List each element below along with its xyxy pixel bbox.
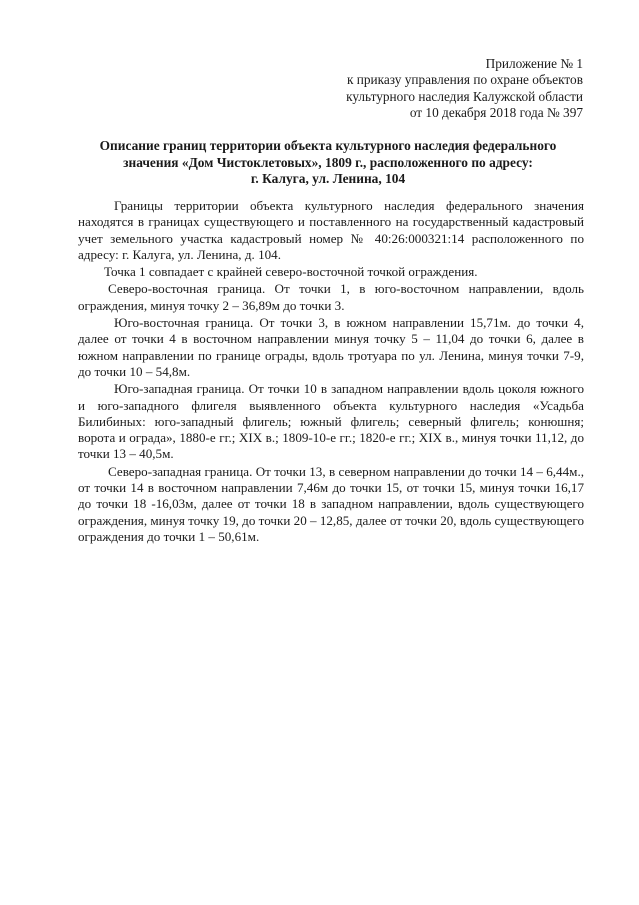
title-line-2: значения «Дом Чистоклетовых», 1809 г., расположенного по адресу: bbox=[123, 154, 533, 170]
title-line-3: г. Калуга, ул. Ленина, 104 bbox=[250, 171, 406, 187]
appendix-number: Приложение № 1 bbox=[485, 56, 583, 71]
appendix-header bbox=[346, 56, 583, 122]
paragraph-northwest-boundary: Северо-западная граница. От точки 13, в северном направлении до точки 14 – 6,44м., от точки 14 в восточном направлении 7,46м до точки 15, от точки 15, минуя точки 16,17 до точки 18 -16,03м, далее от точки 18 в западном направлении, вдоль существующего ограждения, минуя точку 19, до точки 20 – 12,85, далее от точки 20, вдоль существующего ограждения до точки 1 – 50,61м. bbox=[78, 463, 585, 544]
document-title bbox=[74, 138, 582, 188]
appendix-order-ref: к приказу управления по охране объектов bbox=[346, 72, 583, 88]
paragraph-southwest-boundary: Юго-западная граница. От точки 10 в западном направлении вдоль цоколя южного и юго-западного флигеля выявленного объекта культурного наследия «Усадьба Билибиных: юго-западный флигель; южный флигель; северный флигель; конюшня; ворота и ограда», 1880-е гг.; XIX в.; 1809-10-е гг.; 1820-е гг.; XIX в., минуя точки 11,12, до точки 13 – 40,5м. bbox=[78, 381, 584, 462]
title-line-1: Описание границ территории объекта культурного наследия федерального bbox=[99, 138, 557, 153]
appendix-date: от 10 декабря 2018 года № 397 bbox=[409, 105, 583, 121]
document-body bbox=[78, 198, 584, 546]
paragraph-northeast-boundary: Северо-восточная граница. От точки 1, в юго-восточном направлении, вдоль ограждения, минуя точку 2 – 36,89м до точки 3. bbox=[78, 281, 584, 313]
paragraph-territory-boundaries: Границы территории объекта культурного наследия федерального значения находятся в границах существующего и поставленного на государственный кадастровый учет земельного участка кадастровый номер № 40:26:000321:14 расположенного по адресу: г. Калуга, ул. Ленина, д. 104. bbox=[78, 198, 584, 262]
paragraph-southeast-boundary: Юго-восточная граница. От точки 3, в южном направлении 15,71м. до точки 4, далее от точки 4 в восточном направлении минуя точку 5 – 11,04 до точки 6, далее в южном направлении по границе ограды, вдоль тротуара по ул. Ленина, минуя точки 7-9, до точки 10 – 54,8м. bbox=[78, 315, 584, 379]
paragraph-point-1: Точка 1 совпадает с крайней северо-восточной точкой ограждения. bbox=[104, 264, 478, 280]
appendix-authority: культурного наследия Калужской области bbox=[346, 88, 583, 104]
